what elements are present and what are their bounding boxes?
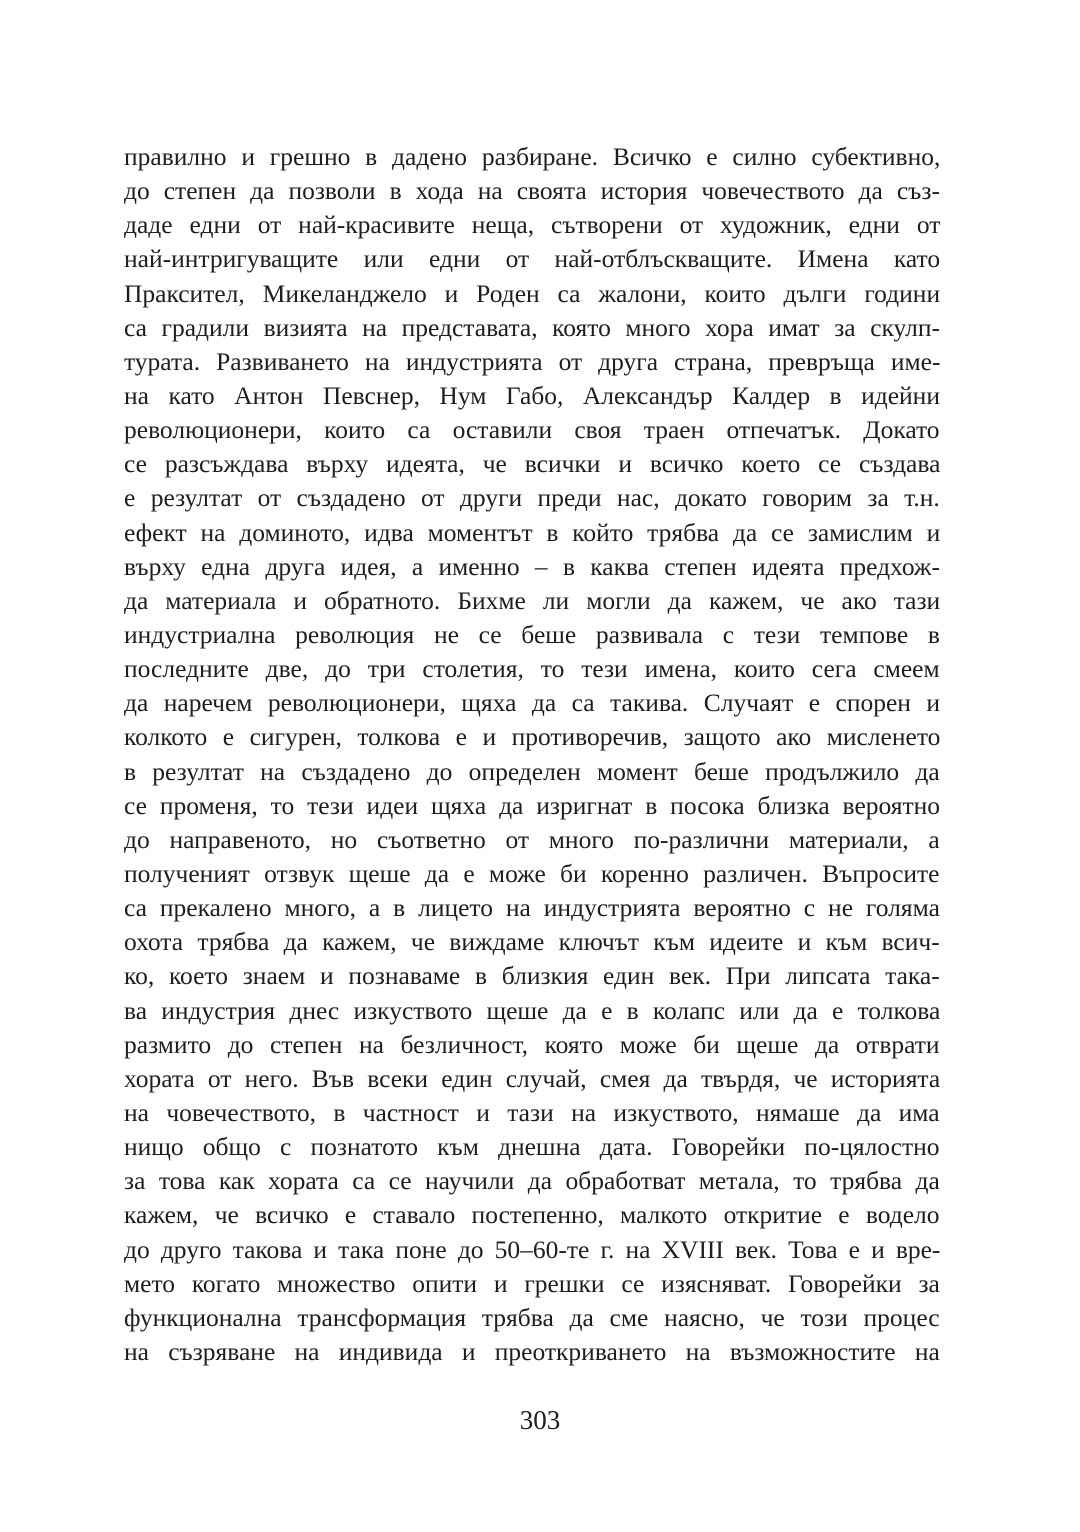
text-line: размито до степен на безличност, която може би щеше да отврати (124, 1029, 940, 1059)
text-line: кажем, че всичко е ставало постепенно, малкото откритие е водело (124, 1200, 940, 1230)
text-line: е резултат от създадено от други преди нас, докато говорим за т.н. (124, 483, 940, 513)
text-line: ва индустрия днес изкуството щеше да е в колапс или да е толкова (124, 995, 941, 1025)
text-line: индустриална революция не се беше развивала с тези темпове в (124, 619, 940, 649)
text-line: до друго такова и така поне до 50–60-те г. на XVIII век. Това е и вре- (124, 1234, 941, 1264)
text-line: последните две, до три столетия, то тези имена, които сега смеем (124, 654, 940, 684)
text-line: на като Антон Певснер, Нум Габо, Александър Калдер в идейни (124, 380, 940, 410)
text-line: революционери, които са оставили своя траен отпечатък. Докато (124, 415, 940, 445)
text-line: са прекалено много, а в лицето на индустрията вероятно с не голяма (124, 893, 940, 923)
text-line: хората от него. Във всеки един случай, смея да твърдя, че историята (124, 1063, 941, 1093)
page-number: 303 (519, 1405, 561, 1435)
text-line: до степен да позволи в хода на своята история човечеството да съз- (124, 176, 940, 206)
text-line: ефект на доминото, идва моментът в който трябва да се замислим и (124, 517, 941, 547)
text-line: на съзряване на индивида и преоткриването на възможностите на (124, 1336, 940, 1366)
text-line: Пракситeл, Микеланджело и Роден са жалони, които дълги години (124, 278, 941, 308)
text-line: върху една друга идея, а именно – в каква степен идеята предхож- (124, 551, 941, 581)
text-line: полученият отзвук щеше да е може би коренно различен. Въпросите (124, 858, 940, 888)
text-line: за това как хората са се научили да обработват метала, то трябва да (124, 1166, 940, 1196)
text-line: функционална трансформация трябва да сме наясно, че този процес (124, 1302, 940, 1332)
text-line: нищо общо с познатото към днешна дата. Говорейки по-цялостно (124, 1132, 940, 1162)
text-line: на човечеството, в частност и тази на изкуството, нямаше да има (124, 1097, 940, 1127)
text-line: турата. Развиването на индустрията от друга страна, превръща име- (124, 346, 941, 376)
text-line: мето когато множество опити и грешки се изясняват. Говорейки за (124, 1268, 940, 1298)
text-line: да наречем революционери, щяха да са такива. Случаят е спорен и (124, 688, 941, 718)
text-line: най-интригуващите или едни от най-отблъскващите. Имена като (124, 244, 941, 274)
text-line: колкото е сигурен, толкова е и противоречив, защото ако мисленето (124, 722, 941, 752)
text-line: даде едни от най-красивите неща, сътворени от художник, едни от (124, 210, 941, 240)
text-line: правилно и грешно в дадено разбиране. Всичко е силно субективно, (124, 142, 941, 171)
text-line: охота трябва да кажем, че виждаме ключът към идеите и към всич- (124, 927, 940, 957)
text-line: до направеното, но съответно от много по-различни материали, а (124, 824, 940, 854)
text-line: да материала и обратното. Бихме ли могли да кажем, че ако тази (124, 585, 941, 615)
text-line: ко, което знаем и познаваме в близкия един век. При липсата така- (124, 961, 940, 991)
text-line: се разсъждава върху идеята, че всички и всичко което се създава (124, 449, 941, 479)
body-text (124, 140, 940, 1369)
text-line: се променя, то тези идеи щяха да изригнат в посока близка вероятно (124, 790, 941, 820)
text-line: в резултат на създадено до определен момент беше продължило да (124, 756, 940, 786)
text-line: са градили визията на представата, която много хора имат за скулп- (124, 312, 941, 342)
